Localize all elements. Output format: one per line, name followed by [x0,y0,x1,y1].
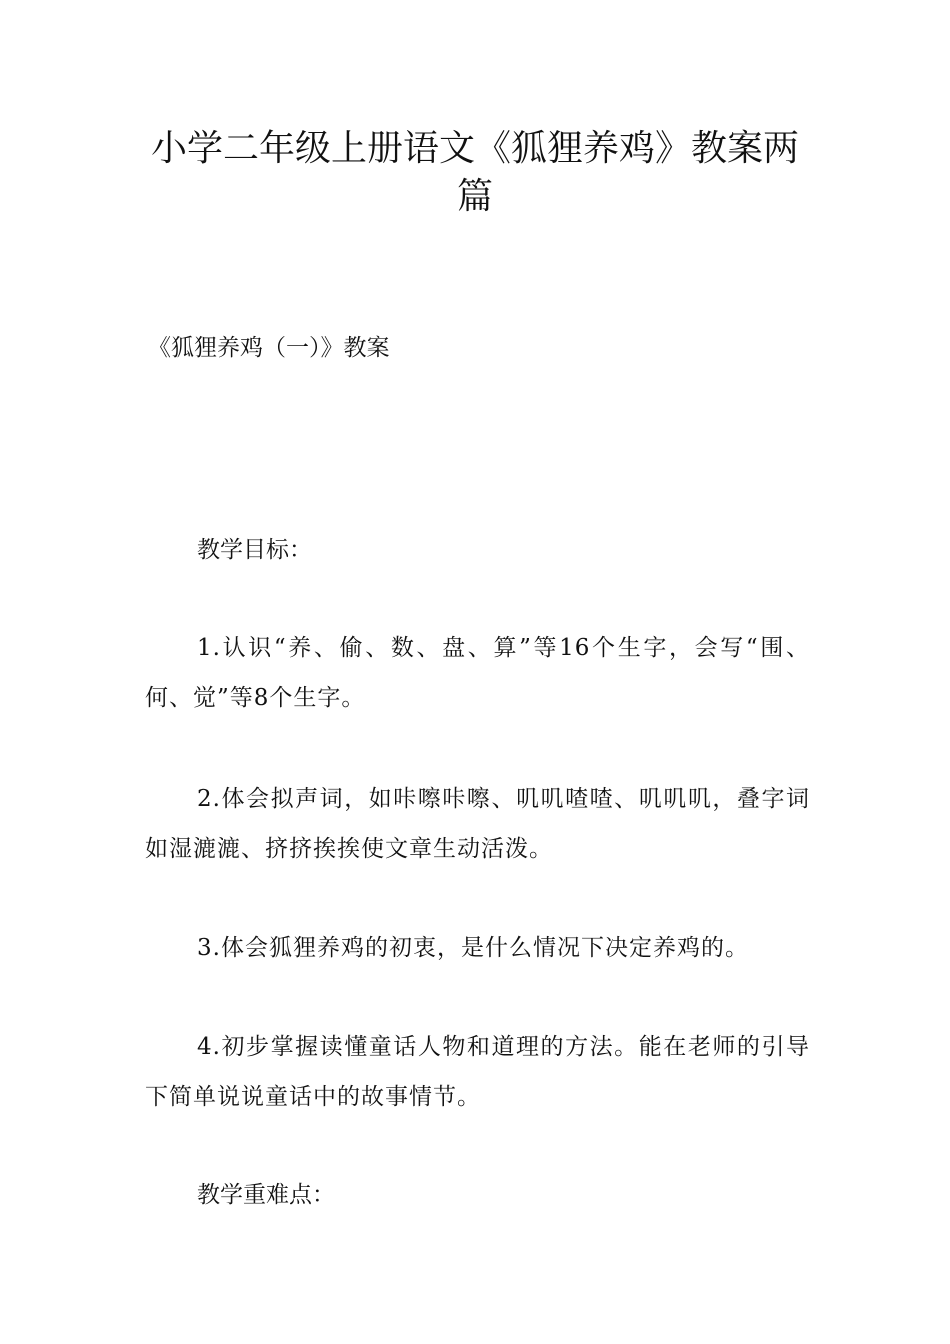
objective-2: 2.体会拟声词，如咔嚓咔嚓、叽叽喳喳、叽叽叽，叠字词如湿漉漉、挤挤挨挨使文章生动活泼。 [145,786,810,862]
objectives-heading: 教学目标： [197,537,312,563]
document-title: 小学二年级上册语文《狐狸养鸡》教案两篇 [150,128,799,217]
objective-3: 3.体会狐狸养鸡的初衷，是什么情况下决定养鸡的。 [197,935,749,961]
objective-1: 1.认识“养、偷、数、盘、算”等16个生字，会写“围、何、觉”等8个生字。 [145,635,810,711]
lesson-subtitle: 《狐狸养鸡（一）》教案 [148,335,390,361]
objective-4: 4.初步掌握读懂童话人物和道理的方法。能在老师的引导下简单说说童话中的故事情节。 [145,1034,810,1110]
difficulties-heading: 教学重难点： [197,1182,335,1208]
